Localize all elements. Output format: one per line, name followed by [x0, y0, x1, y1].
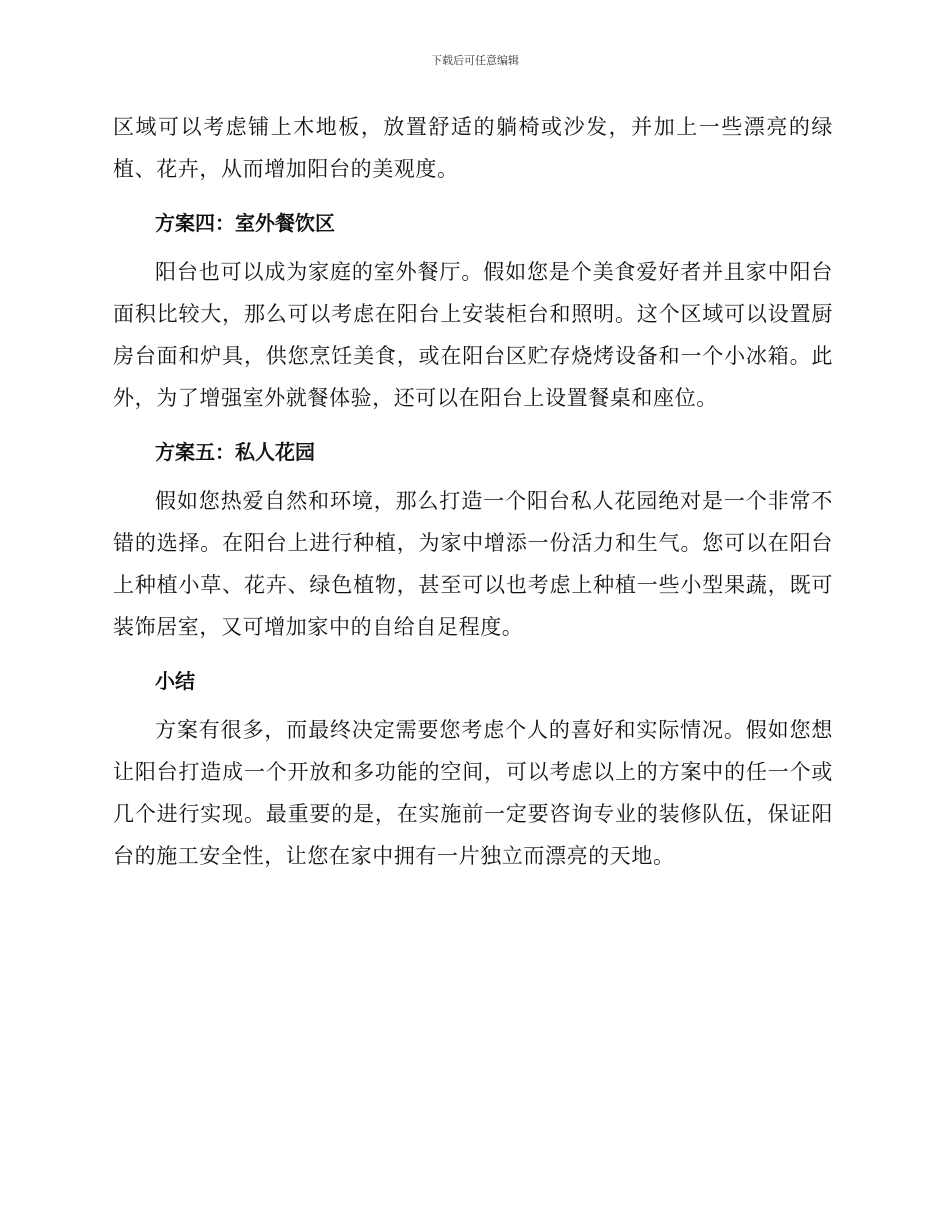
section-heading-summary: 小结 [155, 669, 195, 693]
section-heading-outdoor-dining: 方案四：室外餐饮区 [155, 211, 335, 235]
paragraph-private-garden: 假如您热爱自然和环境，那么打造一个阳台私人花园绝对是一个非常不错的选择。在阳台上进行种植，为家中增添一份活力和生气。您可以在阳台上种植小草、花卉、绿色植物，甚至可以也考虑上种植一些小型果蔬，既可装饰居室，又可增加家中的自给自足程度。 [113, 489, 833, 639]
paragraph-summary: 方案有很多，而最终决定需要您考虑个人的喜好和实际情况。假如您想让阳台打造成一个开放和多功能的空间，可以考虑以上的方案中的任一个或几个进行实现。最重要的是，在实施前一定要咨询专业的装修队伍，保证阳台的施工安全性，让您在家中拥有一片独立而漂亮的天地。 [113, 718, 833, 868]
paragraph-outdoor-dining: 阳台也可以成为家庭的室外餐厅。假如您是个美食爱好者并且家中阳台面积比较大，那么可以考虑在阳台上安装柜台和照明。这个区域可以设置厨房台面和炉具，供您烹饪美食，或在阳台区贮存烧烤设备和一个小冰箱。此外，为了增强室外就餐体验，还可以在阳台上设置餐桌和座位。 [113, 260, 833, 410]
page-header: 下载后可任意编辑 [431, 54, 519, 67]
section-heading-private-garden: 方案五：私人花园 [155, 440, 315, 464]
document-body [113, 106, 833, 877]
paragraph-continuation: 区域可以考虑铺上木地板，放置舒适的躺椅或沙发，并加上一些漂亮的绿植、花卉，从而增加阳台的美观度。 [113, 115, 833, 181]
